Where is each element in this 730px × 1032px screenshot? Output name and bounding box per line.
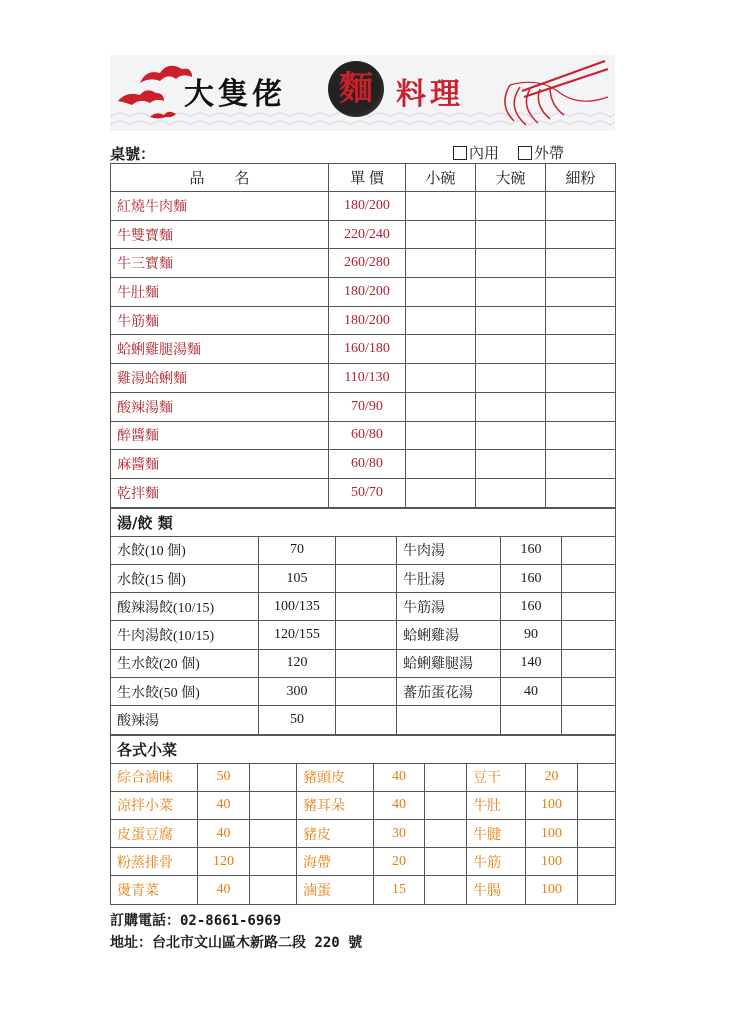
qty-thin-cell[interactable] — [546, 249, 616, 278]
item-name: 酸辣湯麵 — [111, 392, 329, 421]
qty-thin-cell[interactable] — [546, 192, 616, 221]
side-b-name: 豬頭皮 — [297, 763, 374, 791]
side-a-price: 40 — [198, 791, 250, 819]
table-row — [111, 249, 616, 278]
soup-left-qty-cell[interactable] — [336, 706, 397, 734]
side-b-name: 滷蛋 — [297, 876, 374, 904]
soup-right-price: 160 — [501, 593, 562, 621]
side-c-name: 牛腱 — [467, 820, 526, 848]
table-row — [111, 192, 616, 221]
qty-large-cell[interactable] — [476, 421, 546, 450]
red-cloud-icon — [118, 66, 192, 119]
soup-right-price: 40 — [501, 678, 562, 706]
soup-right-name: 蕃茄蛋花湯 — [397, 678, 501, 706]
qty-small-cell[interactable] — [406, 278, 476, 307]
side-a-price: 50 — [198, 763, 250, 791]
soup-left-price: 50 — [259, 706, 336, 734]
item-name: 牛三寶麵 — [111, 249, 329, 278]
soup-right-name: 蛤蜊雞腿湯 — [397, 649, 501, 677]
side-b-qty-cell[interactable] — [425, 876, 467, 904]
qty-large-cell[interactable] — [476, 392, 546, 421]
item-price: 260/280 — [329, 249, 406, 278]
soup-right-qty-cell[interactable] — [562, 678, 616, 706]
soup-right-price: 90 — [501, 621, 562, 649]
soup-right-name: 蛤蜊雞湯 — [397, 621, 501, 649]
table-row — [111, 335, 616, 364]
item-price: 180/200 — [329, 192, 406, 221]
side-a-qty-cell[interactable] — [250, 791, 297, 819]
order-phone: 訂購電話：02-8661-6969 — [110, 913, 282, 929]
soup-left-qty-cell[interactable] — [336, 621, 397, 649]
side-b-price: 40 — [374, 791, 425, 819]
item-name: 蛤蜊雞腿湯麵 — [111, 335, 329, 364]
dine-in-checkbox[interactable] — [453, 146, 467, 160]
soup-left-qty-cell[interactable] — [336, 536, 397, 564]
header-name: 品 名 — [111, 164, 329, 192]
side-table — [110, 735, 616, 905]
item-name: 醉醬麵 — [111, 421, 329, 450]
side-c-price: 100 — [526, 820, 578, 848]
table-row — [111, 763, 616, 791]
side-b-price: 30 — [374, 820, 425, 848]
soup-left-name: 酸辣湯 — [111, 706, 259, 734]
qty-thin-cell[interactable] — [546, 364, 616, 393]
side-a-name: 粉蒸排骨 — [111, 848, 198, 876]
brand-noodle-logo: 麵 — [328, 61, 384, 117]
soup-left-price: 70 — [259, 536, 336, 564]
qty-large-cell[interactable] — [476, 278, 546, 307]
soup-right-price: 140 — [501, 649, 562, 677]
soup-left-name: 生水餃(50 個) — [111, 678, 259, 706]
table-row — [111, 848, 616, 876]
soup-left-name: 水餃(10 個) — [111, 536, 259, 564]
side-a-name: 燙青菜 — [111, 876, 198, 904]
side-b-price: 15 — [374, 876, 425, 904]
soup-left-price: 105 — [259, 564, 336, 592]
soup-left-name: 牛肉湯餃(10/15) — [111, 621, 259, 649]
header-banner — [110, 55, 615, 131]
qty-thin-cell[interactable] — [546, 450, 616, 479]
side-b-name: 豬皮 — [297, 820, 374, 848]
qty-large-cell[interactable] — [476, 364, 546, 393]
table-number-label: 桌號： — [110, 145, 156, 163]
order-form — [110, 163, 615, 905]
side-c-qty-cell[interactable] — [578, 848, 616, 876]
item-price: 70/90 — [329, 392, 406, 421]
item-name: 牛筋麵 — [111, 306, 329, 335]
side-a-qty-cell[interactable] — [250, 820, 297, 848]
footer-info — [110, 910, 362, 954]
side-b-qty-cell[interactable] — [425, 848, 467, 876]
qty-small-cell[interactable] — [406, 249, 476, 278]
soup-left-qty-cell[interactable] — [336, 678, 397, 706]
qty-thin-cell[interactable] — [546, 278, 616, 307]
soup-section-title: 湯/餃 類 — [111, 508, 616, 536]
side-b-price: 20 — [374, 848, 425, 876]
soup-left-name: 生水餃(20 個) — [111, 649, 259, 677]
side-c-name: 牛腸 — [467, 876, 526, 904]
soup-left-price: 100/135 — [259, 593, 336, 621]
qty-small-cell[interactable] — [406, 192, 476, 221]
qty-large-cell[interactable] — [476, 450, 546, 479]
item-name: 牛雙寶麵 — [111, 220, 329, 249]
side-c-name: 牛筋 — [467, 848, 526, 876]
header-thin: 細粉 — [546, 164, 616, 192]
qty-small-cell[interactable] — [406, 364, 476, 393]
soup-right-name: 牛肚湯 — [397, 564, 501, 592]
item-price: 60/80 — [329, 450, 406, 479]
header-small: 小碗 — [406, 164, 476, 192]
qty-large-cell[interactable] — [476, 335, 546, 364]
table-row — [111, 820, 616, 848]
soup-right-name: 牛肉湯 — [397, 536, 501, 564]
noodle-table-header — [111, 164, 616, 192]
table-row — [111, 706, 616, 734]
side-a-price: 120 — [198, 848, 250, 876]
qty-thin-cell[interactable] — [546, 478, 616, 507]
side-c-price: 100 — [526, 791, 578, 819]
side-a-qty-cell[interactable] — [250, 848, 297, 876]
side-c-qty-cell[interactable] — [578, 791, 616, 819]
side-a-name: 綜合滷味 — [111, 763, 198, 791]
side-c-price: 100 — [526, 876, 578, 904]
soup-right-price: 160 — [501, 536, 562, 564]
table-row — [111, 649, 616, 677]
noodle-table — [110, 163, 616, 508]
soup-left-price: 300 — [259, 678, 336, 706]
takeout-checkbox[interactable] — [518, 146, 532, 160]
table-row — [111, 791, 616, 819]
table-row — [111, 392, 616, 421]
soup-right-qty-cell[interactable] — [562, 706, 616, 734]
qty-thin-cell[interactable] — [546, 421, 616, 450]
side-c-qty-cell[interactable] — [578, 820, 616, 848]
table-row — [111, 536, 616, 564]
qty-large-cell[interactable] — [476, 192, 546, 221]
header-large: 大碗 — [476, 164, 546, 192]
dine-in-option[interactable] — [453, 142, 499, 163]
side-a-price: 40 — [198, 820, 250, 848]
qty-small-cell[interactable] — [406, 392, 476, 421]
item-price: 220/240 — [329, 220, 406, 249]
item-name: 乾拌麵 — [111, 478, 329, 507]
soup-left-qty-cell[interactable] — [336, 564, 397, 592]
side-b-price: 40 — [374, 763, 425, 791]
header-price: 單 價 — [329, 164, 406, 192]
qty-small-cell[interactable] — [406, 450, 476, 479]
side-b-qty-cell[interactable] — [425, 763, 467, 791]
item-price: 50/70 — [329, 478, 406, 507]
side-b-qty-cell[interactable] — [425, 820, 467, 848]
side-section-title-row — [111, 735, 616, 763]
takeout-option[interactable] — [518, 142, 564, 163]
order-type-line — [110, 141, 615, 163]
side-a-name: 皮蛋豆腐 — [111, 820, 198, 848]
soup-left-qty-cell[interactable] — [336, 593, 397, 621]
side-c-name: 牛肚 — [467, 791, 526, 819]
qty-small-cell[interactable] — [406, 335, 476, 364]
dine-in-label: 內用 — [469, 144, 500, 162]
side-a-qty-cell[interactable] — [250, 876, 297, 904]
table-row — [111, 421, 616, 450]
soup-right-qty-cell[interactable] — [562, 564, 616, 592]
table-row — [111, 876, 616, 904]
soup-right-price: 160 — [501, 564, 562, 592]
brand-suffix: 料理 — [396, 77, 464, 112]
table-row — [111, 564, 616, 592]
side-c-price: 100 — [526, 848, 578, 876]
side-section-title: 各式小菜 — [111, 735, 616, 763]
qty-thin-cell[interactable] — [546, 335, 616, 364]
qty-small-cell[interactable] — [406, 421, 476, 450]
soup-left-price: 120/155 — [259, 621, 336, 649]
item-name: 雞湯蛤蜊麵 — [111, 364, 329, 393]
side-a-name: 涼拌小菜 — [111, 791, 198, 819]
table-row — [111, 621, 616, 649]
soup-right-qty-cell[interactable] — [562, 649, 616, 677]
soup-table — [110, 508, 616, 735]
brand-name: 大隻佬 — [184, 77, 286, 112]
item-price: 160/180 — [329, 335, 406, 364]
side-b-name: 豬耳朵 — [297, 791, 374, 819]
side-b-name: 海帶 — [297, 848, 374, 876]
item-price: 110/130 — [329, 364, 406, 393]
soup-right-qty-cell[interactable] — [562, 621, 616, 649]
soup-right-name — [397, 706, 501, 734]
soup-left-price: 120 — [259, 649, 336, 677]
soup-left-name: 水餃(15 個) — [111, 564, 259, 592]
table-row — [111, 593, 616, 621]
table-row — [111, 220, 616, 249]
side-a-qty-cell[interactable] — [250, 763, 297, 791]
soup-right-qty-cell[interactable] — [562, 593, 616, 621]
side-c-name: 豆干 — [467, 763, 526, 791]
item-price: 180/200 — [329, 306, 406, 335]
side-c-qty-cell[interactable] — [578, 763, 616, 791]
table-row — [111, 478, 616, 507]
table-row — [111, 278, 616, 307]
soup-right-qty-cell[interactable] — [562, 536, 616, 564]
takeout-label: 外帶 — [534, 144, 565, 162]
qty-large-cell[interactable] — [476, 220, 546, 249]
table-row — [111, 364, 616, 393]
item-price: 60/80 — [329, 421, 406, 450]
side-b-qty-cell[interactable] — [425, 791, 467, 819]
qty-large-cell[interactable] — [476, 249, 546, 278]
soup-right-price — [501, 706, 562, 734]
item-name: 紅燒牛肉麵 — [111, 192, 329, 221]
qty-large-cell[interactable] — [476, 306, 546, 335]
soup-section-title-row — [111, 508, 616, 536]
address: 地址：台北市文山區木新路二段 220 號 — [110, 935, 363, 951]
item-name: 麻醬麵 — [111, 450, 329, 479]
qty-thin-cell[interactable] — [546, 220, 616, 249]
side-c-qty-cell[interactable] — [578, 876, 616, 904]
item-price: 180/200 — [329, 278, 406, 307]
qty-thin-cell[interactable] — [546, 392, 616, 421]
qty-large-cell[interactable] — [476, 478, 546, 507]
qty-small-cell[interactable] — [406, 306, 476, 335]
soup-left-name: 酸辣湯餃(10/15) — [111, 593, 259, 621]
table-row — [111, 678, 616, 706]
qty-small-cell[interactable] — [406, 220, 476, 249]
table-row — [111, 450, 616, 479]
item-name: 牛肚麵 — [111, 278, 329, 307]
side-a-price: 40 — [198, 876, 250, 904]
qty-thin-cell[interactable] — [546, 306, 616, 335]
soup-right-name: 牛筋湯 — [397, 593, 501, 621]
table-row — [111, 306, 616, 335]
qty-small-cell[interactable] — [406, 478, 476, 507]
soup-left-qty-cell[interactable] — [336, 649, 397, 677]
side-c-price: 20 — [526, 763, 578, 791]
